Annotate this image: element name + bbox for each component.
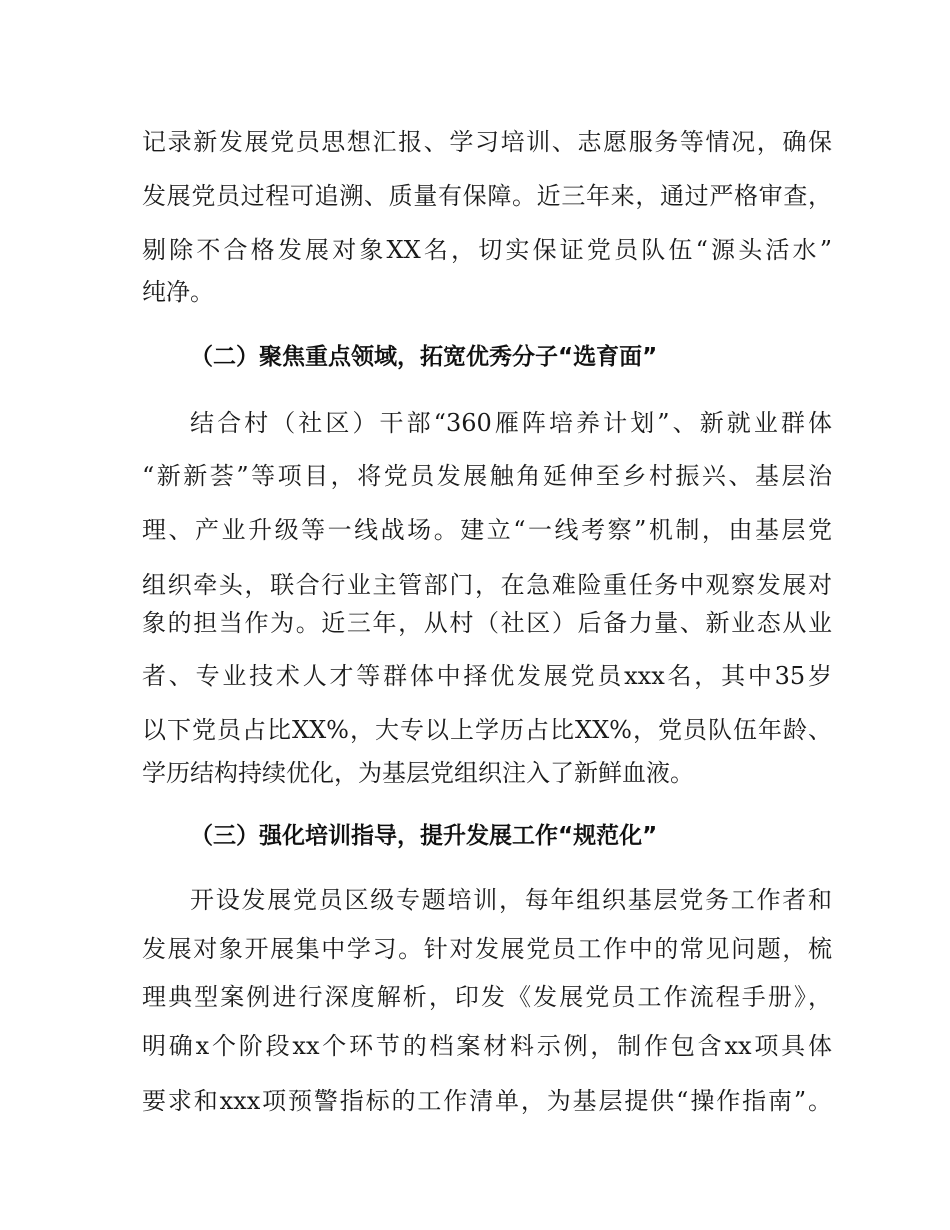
section-heading-2: （二）聚焦重点领域，拓宽优秀分子“选育面”: [190, 344, 658, 370]
paragraph-2-line-2: “新新荟”等项目，将党员发展触角延伸至乡村振兴、基层治: [142, 462, 832, 490]
paragraph-1-line-3: 剔除不合格发展对象XX名，切实保证党员队伍“源头活水”: [142, 236, 832, 264]
paragraph-1-line-1: 记录新发展党员思想汇报、学习培训、志愿服务等情况，确保: [142, 128, 832, 156]
paragraph-3-line-4: 明确x个阶段xx个环节的档案材料示例，制作包含xx项具体: [142, 1032, 832, 1060]
paragraph-3-line-1: 开设发展党员区级专题培训，每年组织基层党务工作者和: [190, 886, 832, 914]
paragraph-3-line-2: 发展对象开展集中学习。针对发展党员工作中的常见问题，梳: [142, 935, 832, 963]
paragraph-2-line-3: 理、产业升级等一线战场。建立“一线考察”机制，由基层党: [142, 516, 832, 544]
paragraph-2-line-4: 组织牵头，联合行业主管部门，在急难险重任务中观察发展对: [142, 571, 832, 599]
paragraph-3-line-3: 理典型案例进行深度解析，印发《发展党员工作流程手册》，: [142, 983, 832, 1011]
paragraph-1-line-2: 发展党员过程可追溯、质量有保障。近三年来，通过严格审查，: [142, 182, 832, 210]
paragraph-2-line-5: 象的担当作为。近三年，从村（社区）后备力量、新业态从业: [142, 609, 832, 637]
paragraph-1-line-4: 纯净。: [142, 278, 214, 306]
paragraph-3-line-5: 要求和xxx项预警指标的工作清单，为基层提供“操作指南”。: [142, 1087, 832, 1115]
paragraph-2-line-8: 学历结构持续优化，为基层党组织注入了新鲜血液。: [142, 759, 694, 787]
section-heading-3: （三）强化培训指导，提升发展工作“规范化”: [190, 823, 658, 849]
paragraph-2-line-7: 以下党员占比XX%，大专以上学历占比XX%，党员队伍年龄、: [142, 716, 832, 744]
paragraph-2-line-1: 结合村（社区）干部“360雁阵培养计划”、新就业群体: [190, 409, 832, 437]
paragraph-2-line-6: 者、专业技术人才等群体中择优发展党员xxx名，其中35岁: [142, 662, 832, 690]
